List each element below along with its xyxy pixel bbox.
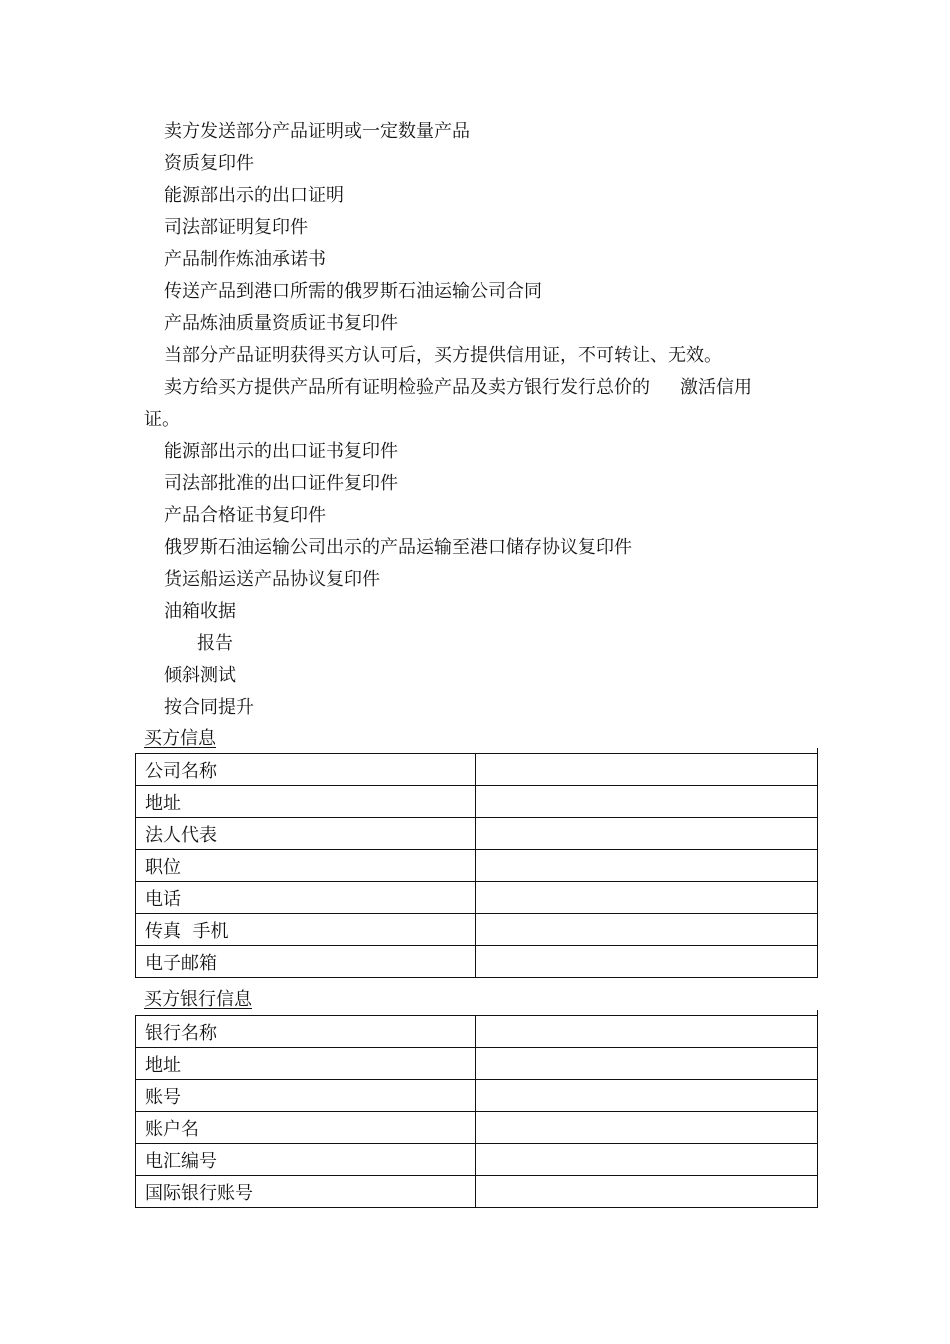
field-label: 地址	[136, 786, 476, 818]
bank-info-title: 买方银行信息	[144, 989, 252, 1010]
table-row	[136, 882, 818, 914]
table-row	[136, 914, 818, 946]
text-line: 传送产品到港口所需的俄罗斯石油运输公司合同	[164, 281, 542, 302]
text-line: 司法部证明复印件	[164, 217, 308, 238]
table-row	[136, 786, 818, 818]
table-row	[136, 1112, 818, 1144]
field-value-cell[interactable]	[476, 882, 818, 914]
table-row	[136, 1016, 818, 1048]
field-label: 账号	[136, 1080, 476, 1112]
field-value-cell[interactable]	[476, 754, 818, 786]
table-row	[136, 850, 818, 882]
table-row	[136, 818, 818, 850]
field-label: 电汇编号	[136, 1144, 476, 1176]
text-line: 资质复印件	[164, 153, 254, 174]
table-row	[136, 754, 818, 786]
text-line: 倾斜测试	[164, 665, 236, 686]
field-value-cell[interactable]	[476, 1112, 818, 1144]
paragraph-line	[164, 377, 752, 399]
bank-info-table	[135, 1015, 818, 1208]
table-row	[136, 1048, 818, 1080]
field-label: 账户名	[136, 1112, 476, 1144]
field-label: 传真 手机	[136, 914, 476, 946]
text-line: 产品制作炼油承诺书	[164, 249, 326, 270]
field-label: 电话	[136, 882, 476, 914]
buyer-info-table	[135, 753, 818, 978]
field-value-cell[interactable]	[476, 1144, 818, 1176]
text-line: 货运船运送产品协议复印件	[164, 569, 380, 590]
field-value-cell[interactable]	[476, 914, 818, 946]
text-line: 能源部出示的出口证书复印件	[164, 441, 398, 462]
field-label: 法人代表	[136, 818, 476, 850]
text-line: 报告	[197, 633, 233, 654]
paragraph-continuation: 证。	[144, 409, 180, 430]
table-row	[136, 946, 818, 978]
field-value-cell[interactable]	[476, 946, 818, 978]
field-value-cell[interactable]	[476, 818, 818, 850]
text-line: 俄罗斯石油运输公司出示的产品运输至港口储存协议复印件	[164, 537, 632, 558]
buyer-info-title: 买方信息	[144, 728, 216, 749]
table-row	[136, 1144, 818, 1176]
field-label: 银行名称	[136, 1016, 476, 1048]
field-value-cell[interactable]	[476, 786, 818, 818]
text-line: 卖方发送部分产品证明或一定数量产品	[164, 121, 470, 142]
paragraph-text: 卖方给买方提供产品所有证明检验产品及卖方银行发行总价的	[164, 377, 650, 398]
text-line: 按合同提升	[164, 697, 254, 718]
field-value-cell[interactable]	[476, 850, 818, 882]
table-row	[136, 1080, 818, 1112]
field-label: 职位	[136, 850, 476, 882]
text-line: 司法部批准的出口证件复印件	[164, 473, 398, 494]
field-value-cell[interactable]	[476, 1048, 818, 1080]
table-row	[136, 1176, 818, 1208]
field-value-cell[interactable]	[476, 1176, 818, 1208]
text-line: 当部分产品证明获得买方认可后，买方提供信用证，不可转让、无效。	[164, 345, 722, 366]
text-line: 产品炼油质量资质证书复印件	[164, 313, 398, 334]
paragraph-text: 激活信用	[680, 377, 752, 398]
text-line: 油箱收据	[164, 601, 236, 622]
text-line: 产品合格证书复印件	[164, 505, 326, 526]
field-label: 公司名称	[136, 754, 476, 786]
field-label: 电子邮箱	[136, 946, 476, 978]
field-label: 国际银行账号	[136, 1176, 476, 1208]
text-line: 能源部出示的出口证明	[164, 185, 344, 206]
field-label: 地址	[136, 1048, 476, 1080]
field-value-cell[interactable]	[476, 1080, 818, 1112]
field-value-cell[interactable]	[476, 1016, 818, 1048]
